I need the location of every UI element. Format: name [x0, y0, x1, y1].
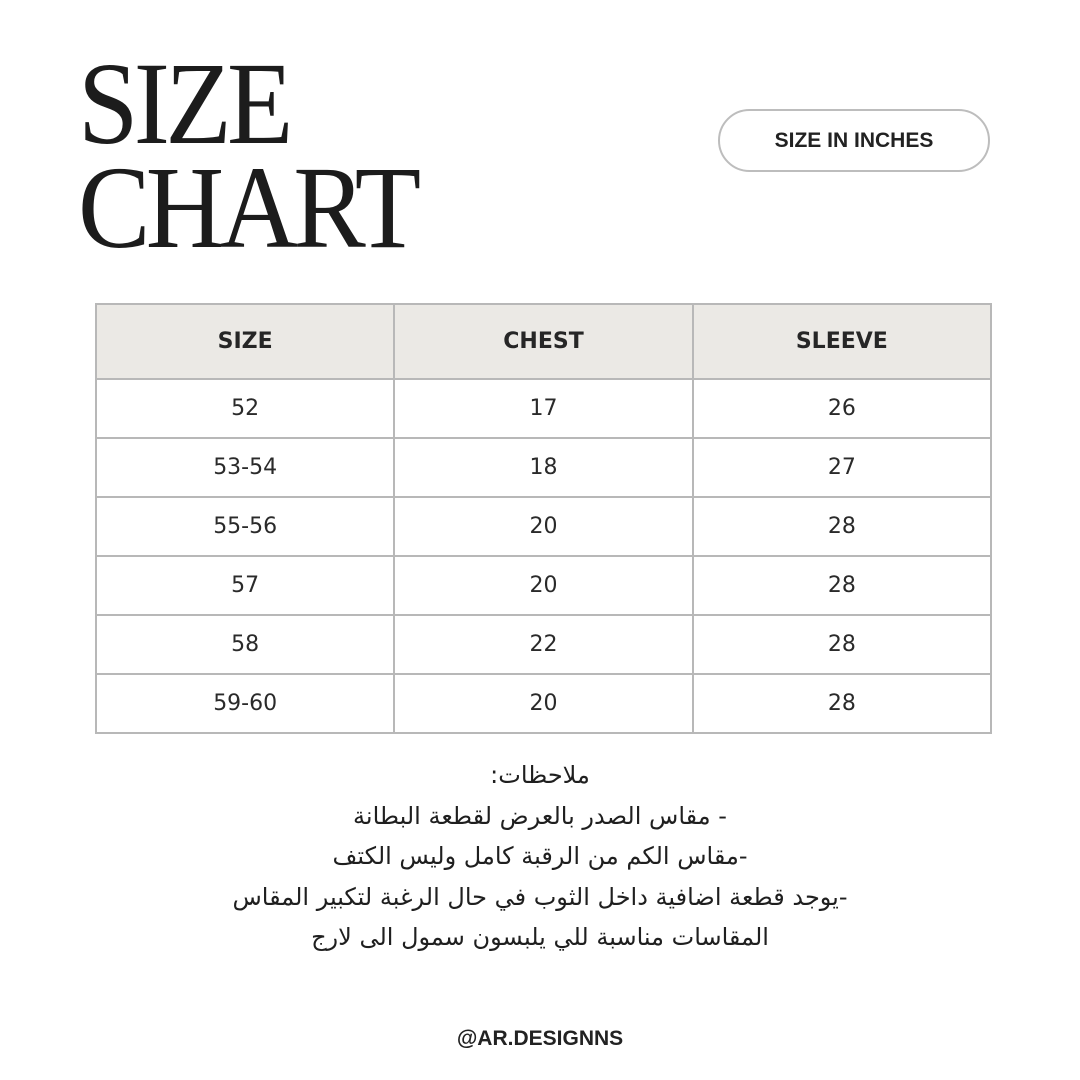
table-row: [96, 438, 991, 497]
table-row: [96, 674, 991, 733]
size-table: [95, 303, 992, 734]
header-sleeve: SLEEVE: [693, 304, 991, 379]
note-line: - مقاس الصدر بالعرض لقطعة البطانة: [353, 801, 727, 830]
notes-section: [0, 755, 1080, 958]
cell-size: 52: [96, 379, 394, 438]
cell-chest: 18: [394, 438, 692, 497]
table-row: [96, 615, 991, 674]
cell-sleeve: 28: [693, 556, 991, 615]
cell-chest: 17: [394, 379, 692, 438]
table-row: [96, 379, 991, 438]
table-row: [96, 497, 991, 556]
cell-sleeve: 27: [693, 438, 991, 497]
cell-sleeve: 28: [693, 615, 991, 674]
units-badge: SIZE IN INCHES: [718, 109, 990, 172]
cell-sleeve: 28: [693, 674, 991, 733]
cell-size: 59-60: [96, 674, 394, 733]
cell-sleeve: 28: [693, 497, 991, 556]
table-header-row: [96, 304, 991, 379]
title-line-size: SIZE: [78, 38, 289, 169]
title-line-chart: CHART: [78, 142, 417, 273]
table-row: [96, 556, 991, 615]
cell-size: 57: [96, 556, 394, 615]
cell-sleeve: 26: [693, 379, 991, 438]
header-chest: CHEST: [394, 304, 692, 379]
cell-chest: 20: [394, 497, 692, 556]
note-line: المقاسات مناسبة للي يلبسون سمول الى لارج: [311, 923, 769, 951]
cell-chest: 20: [394, 556, 692, 615]
cell-size: 55-56: [96, 497, 394, 556]
cell-chest: 20: [394, 674, 692, 733]
notes-heading: ملاحظات:: [490, 761, 590, 789]
cell-size: 58: [96, 615, 394, 674]
cell-chest: 22: [394, 615, 692, 674]
cell-size: 53-54: [96, 438, 394, 497]
note-line: -مقاس الكم من الرقبة كامل وليس الكتف: [332, 842, 748, 870]
header-size: SIZE: [96, 304, 394, 379]
note-line: -يوجد قطعة اضافية داخل الثوب في حال الرغبة لتكبير المقاس: [232, 882, 848, 911]
social-handle: @AR.DESIGNNS: [456, 1027, 624, 1050]
page-title: [78, 38, 417, 273]
